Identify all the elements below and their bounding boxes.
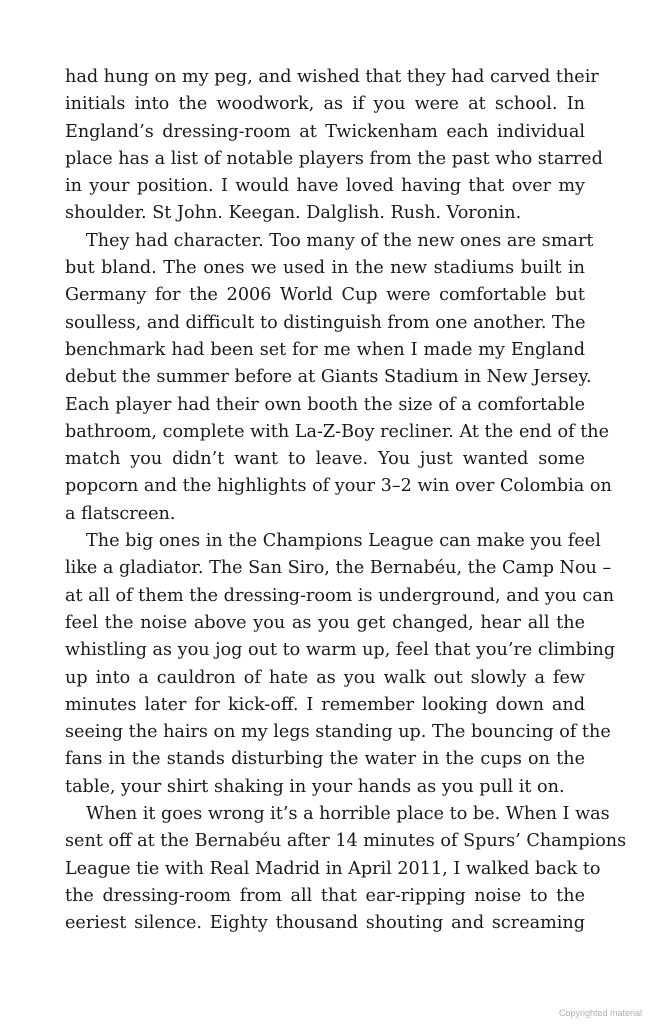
text-line: When it goes wrong it’s a horrible place to be. When I was <box>86 804 610 825</box>
text-line: feel the noise above you as you get changed, hear all the <box>65 612 585 633</box>
text-line: table, your shirt shaking in your hands as you pull it on. <box>65 776 565 797</box>
text-line: sent off at the Bernabéu after 14 minutes of Spurs’ Champions <box>65 831 627 852</box>
text-line: fans in the stands disturbing the water in the cups on the <box>65 749 585 770</box>
text-line: seeing the hairs on my legs standing up. The bouncing of the <box>65 722 611 743</box>
text-line: place has a list of notable players from the past who starred <box>65 148 603 169</box>
text-line: in your position. I would have loved having that over my <box>65 176 585 197</box>
text-line: The big ones in the Champions League can make you feel <box>86 531 601 552</box>
text-line: the dressing-room from all that ear-ripping noise to the <box>65 885 585 906</box>
text-line: initials into the woodwork, as if you were at school. In <box>65 94 585 115</box>
text-line: soulless, and difficult to distinguish from one another. The <box>65 312 586 333</box>
text-line: bathroom, complete with La-Z-Boy recliner. At the end of the <box>65 421 610 442</box>
text-line: shoulder. St John. Keegan. Dalglish. Rush. Voronin. <box>65 203 522 224</box>
text-line: popcorn and the highlights of your 3–2 win over Colombia on <box>65 476 612 497</box>
text-line: up into a cauldron of hate as you walk out slowly a few <box>65 667 585 688</box>
text-line: League tie with Real Madrid in April 2011, I walked back to <box>65 858 601 879</box>
paragraph <box>65 228 612 528</box>
copyright-notice: Copyrighted material <box>558 1008 642 1018</box>
text-line: minutes later for kick-off. I remember looking down and <box>65 694 585 715</box>
text-line: debut the summer before at Giants Stadium in New Jersey. <box>65 367 592 388</box>
text-line: whistling as you jog out to warm up, feel that you’re climbing <box>65 640 616 661</box>
text-line: at all of them the dressing-room is underground, and you can <box>65 585 615 606</box>
text-line: a flatscreen. <box>65 503 176 524</box>
text-line: had hung on my peg, and wished that they had carved their <box>65 67 599 87</box>
text-line: match you didn’t want to leave. You just wanted some <box>65 449 585 470</box>
page-body <box>65 64 627 938</box>
paragraph <box>65 528 616 801</box>
paragraph <box>65 801 627 937</box>
paragraph <box>65 64 603 228</box>
text-line: England’s dressing-room at Twickenham each individual <box>65 121 585 142</box>
text-line: They had character. Too many of the new ones are smart <box>86 230 594 251</box>
text-line: Germany for the 2006 World Cup were comfortable but <box>65 285 585 306</box>
text-line: benchmark had been set for me when I made my England <box>65 339 585 360</box>
text-line: eeriest silence. Eighty thousand shouting and screaming <box>65 913 585 934</box>
text-line: Each player had their own booth the size of a comfortable <box>65 394 585 415</box>
text-line: but bland. The ones we used in the new stadiums built in <box>65 258 585 279</box>
text-line: like a gladiator. The San Siro, the Bernabéu, the Camp Nou – <box>65 558 612 579</box>
